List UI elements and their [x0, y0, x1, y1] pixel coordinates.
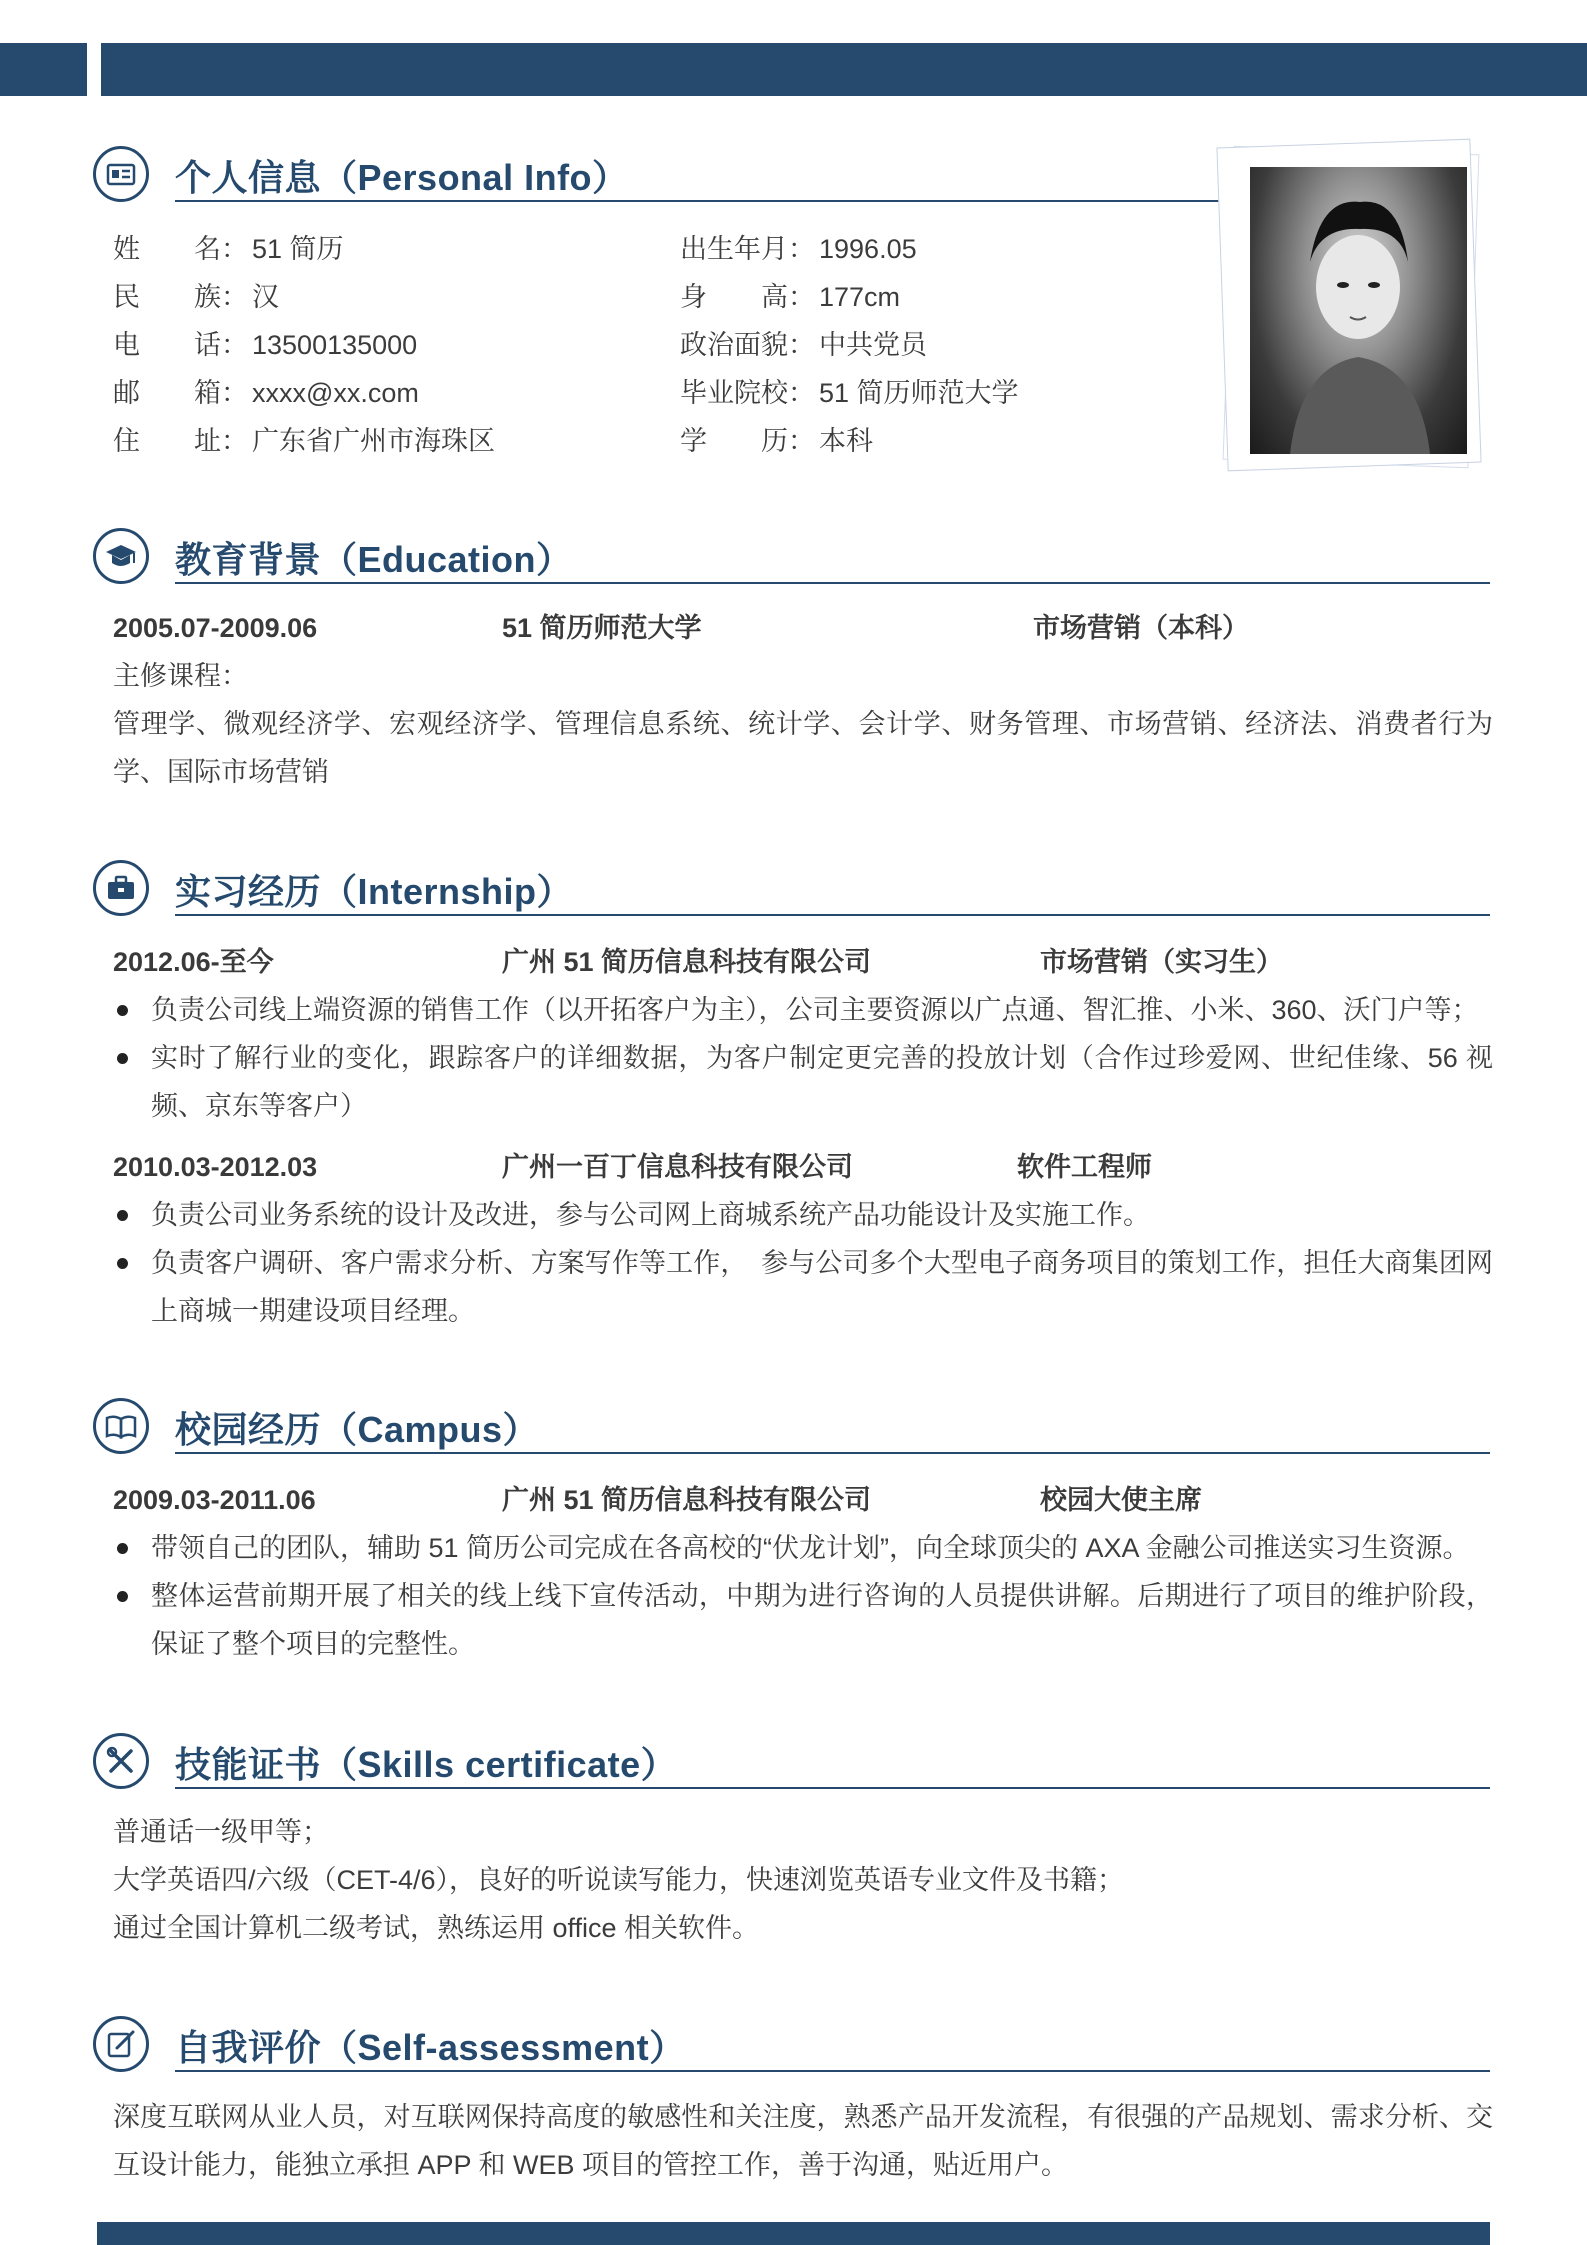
skill-item: 大学英语四/六级（CET-4/6），良好的听说读写能力，快速浏览英语专业文件及书籍； [113, 1865, 1125, 1895]
courses-label: 主修课程： [113, 661, 248, 691]
info-label: 姓 名： [113, 234, 248, 264]
list-item: 负责公司线上端资源的销售工作（以开拓客户为主），公司主要资源以广点通、智汇推、小米、360、沃门户等； [113, 986, 1493, 1034]
section-rule [175, 1787, 1490, 1789]
info-value: 中共党员 [819, 330, 927, 360]
section-rule [175, 2070, 1490, 2072]
internship-company: 广州一百丁信息科技有限公司 [502, 1152, 853, 1182]
info-value: 本科 [819, 426, 873, 456]
info-label: 电 话： [113, 330, 248, 360]
footer-bar [97, 2222, 1490, 2245]
section-rule [175, 200, 1225, 202]
section-title: 个人信息（Personal Info） [175, 157, 629, 198]
section-title: 技能证书（Skills certificate） [175, 1744, 678, 1785]
header-bar-left [0, 43, 87, 96]
education-school: 51 简历师范大学 [502, 613, 702, 643]
info-label: 政治面貌： [680, 330, 815, 360]
section-title: 实习经历（Internship） [175, 871, 574, 912]
section-title: 校园经历（Campus） [175, 1409, 540, 1450]
info-value: 51 简历 [252, 234, 344, 264]
info-label: 学 历： [680, 426, 815, 456]
list-item: 整体运营前期开展了相关的线上线下宣传活动，中期为进行咨询的人员提供讲解。后期进行了项目的维护阶段，保证了整个项目的完整性。 [113, 1572, 1493, 1668]
section-rule [175, 914, 1490, 916]
info-value: 51 简历师范大学 [819, 378, 1019, 408]
internship-role: 市场营销（实习生） [1040, 947, 1283, 977]
info-value: xxxx@xx.com [252, 378, 419, 408]
info-value: 13500135000 [252, 330, 418, 360]
header-bar [101, 43, 1587, 96]
list-item: 负责客户调研、客户需求分析、方案写作等工作， 参与公司多个大型电子商务项目的策划工作，担任大商集团网上商城一期建设项目经理。 [113, 1239, 1493, 1335]
book-icon [93, 1398, 149, 1454]
info-label: 住 址： [113, 426, 248, 456]
section-rule [175, 1452, 1490, 1454]
tools-icon [93, 1733, 149, 1789]
education-period: 2005.07-2009.06 [113, 613, 318, 643]
profile-photo [1250, 167, 1467, 454]
info-label: 毕业院校： [680, 378, 815, 408]
info-label: 身 高： [680, 282, 815, 312]
info-label: 出生年月： [680, 234, 815, 264]
campus-points [113, 1524, 1493, 1668]
list-item: 带领自己的团队，辅助 51 简历公司完成在各高校的“伏龙计划”，向全球顶尖的 AXA 金融公司推送实习生资源。 [113, 1524, 1493, 1572]
info-label: 民 族： [113, 282, 248, 312]
education-major: 市场营销（本科） [1033, 613, 1249, 643]
info-value: 1996.05 [819, 234, 917, 264]
list-item: 实时了解行业的变化，跟踪客户的详细数据，为客户制定更完善的投放计划（合作过珍爱网、世纪佳缘、56 视频、京东等客户） [113, 1034, 1493, 1130]
edit-icon [93, 2016, 149, 2072]
section-title: 教育背景（Education） [175, 539, 573, 580]
section-title: 自我评价（Self-assessment） [175, 2027, 686, 2068]
skill-item: 通过全国计算机二级考试，熟练运用 office 相关软件。 [113, 1913, 760, 1943]
section-rule [175, 582, 1490, 584]
info-label: 邮 箱： [113, 378, 248, 408]
briefcase-icon [93, 860, 149, 916]
id-card-icon [93, 146, 149, 202]
list-item: 负责公司业务系统的设计及改进，参与公司网上商城系统产品功能设计及实施工作。 [113, 1191, 1493, 1239]
self-assessment-text: 深度互联网从业人员，对互联网保持高度的敏感性和关注度，熟悉产品开发流程，有很强的产品规划、需求分析、交互设计能力，能独立承担 APP 和 WEB 项目的管控工作，善于沟通，贴近用户。 [113, 2102, 1493, 2180]
info-value: 汉 [252, 282, 279, 312]
skill-item: 普通话一级甲等； [113, 1817, 329, 1847]
campus-period: 2009.03-2011.06 [113, 1485, 316, 1515]
internship-company: 广州 51 简历信息科技有限公司 [502, 947, 872, 977]
internship-role: 软件工程师 [1017, 1152, 1152, 1182]
campus-company: 广州 51 简历信息科技有限公司 [502, 1485, 872, 1515]
info-value: 177cm [819, 282, 901, 312]
internship-points [113, 1191, 1493, 1335]
info-value: 广东省广州市海珠区 [252, 426, 495, 456]
courses-list: 管理学、微观经济学、宏观经济学、管理信息系统、统计学、会计学、财务管理、市场营销、经济法、消费者行为学、国际市场营销 [113, 709, 1493, 787]
graduation-cap-icon [93, 528, 149, 584]
campus-role: 校园大使主席 [1040, 1485, 1202, 1515]
internship-period: 2010.03-2012.03 [113, 1152, 318, 1182]
internship-points [113, 986, 1493, 1130]
internship-period: 2012.06-至今 [113, 947, 274, 977]
